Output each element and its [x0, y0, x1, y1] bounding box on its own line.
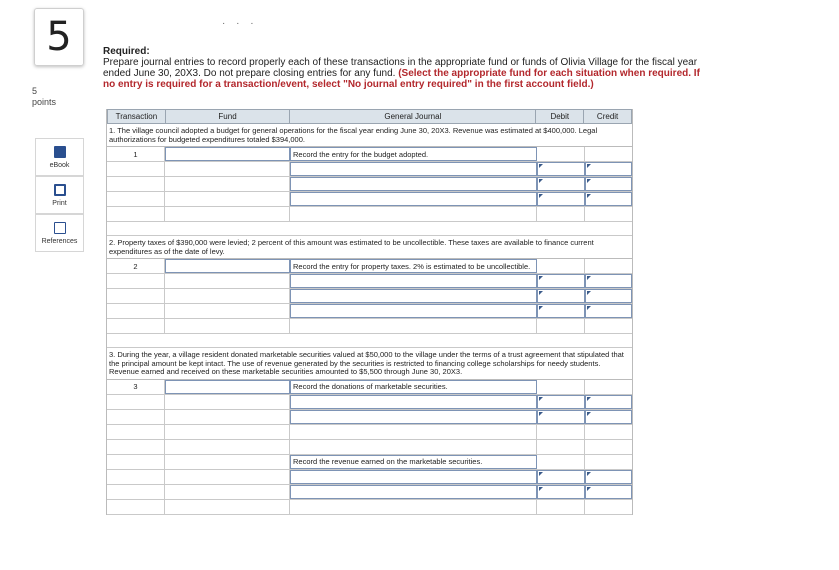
- row-spacer: [107, 222, 632, 236]
- header-general-journal: General Journal: [290, 110, 536, 123]
- account-cell: [290, 319, 537, 333]
- fund-cell: [165, 425, 290, 439]
- ebook-button[interactable]: [35, 138, 84, 176]
- transaction-cell: [107, 485, 165, 499]
- references-button[interactable]: [35, 214, 84, 252]
- fund-cell: [165, 304, 290, 318]
- entry-instruction: Record the entry for the budget adopted.: [290, 147, 537, 161]
- credit-cell: [585, 440, 632, 454]
- transaction-cell: [107, 395, 165, 409]
- debit-input[interactable]: [537, 304, 585, 318]
- transaction-cell: [107, 162, 165, 176]
- debit-input[interactable]: [537, 395, 585, 409]
- table-row: [107, 395, 632, 410]
- fund-cell: [165, 274, 290, 288]
- credit-cell: [585, 259, 632, 273]
- debit-cell: [537, 425, 585, 439]
- references-label: References: [41, 237, 78, 245]
- fund-cell: [165, 207, 290, 221]
- transaction-cell: [107, 289, 165, 303]
- account-select[interactable]: [290, 470, 537, 484]
- fund-select[interactable]: [165, 259, 290, 273]
- table-row: [107, 380, 632, 395]
- fund-cell: [165, 500, 290, 514]
- fund-cell: [165, 162, 290, 176]
- account-select[interactable]: [290, 304, 537, 318]
- fund-cell: [165, 319, 290, 333]
- fund-cell: [165, 395, 290, 409]
- credit-cell: [585, 147, 632, 161]
- entry-instruction: Record the donations of marketable securities.: [290, 380, 537, 394]
- transaction-cell: [107, 470, 165, 484]
- transaction-cell: [107, 455, 165, 469]
- table-row: [107, 192, 632, 207]
- row-spacer: [107, 334, 632, 348]
- credit-input[interactable]: [585, 289, 632, 303]
- transaction-cell: [107, 207, 165, 221]
- credit-cell: [585, 380, 632, 394]
- credit-input[interactable]: [585, 274, 632, 288]
- ebook-label: eBook: [49, 161, 70, 169]
- fund-cell: [165, 470, 290, 484]
- transaction-cell: [107, 177, 165, 191]
- table-row: [107, 440, 632, 455]
- account-cell: [290, 500, 537, 514]
- header-credit: Credit: [596, 112, 619, 121]
- debit-cell: [537, 319, 585, 333]
- transaction-cell: [107, 500, 165, 514]
- debit-cell: [537, 440, 585, 454]
- table-row: [107, 500, 632, 515]
- account-select[interactable]: [290, 274, 537, 288]
- transaction-cell: [107, 274, 165, 288]
- credit-input[interactable]: [585, 395, 632, 409]
- table-row: [107, 274, 632, 289]
- account-select[interactable]: [290, 395, 537, 409]
- transaction-3-description: 3. During the year, a village resident donated marketable securities valued at $50,000 to the village under the terms of a trust agreement that stipulated that the principal amount be kept intact. The use of revenue generated by the securities is restricted to financing college scholarships for needy students. Revenue earned and received on these marketable securities amounted to $5,500 through June 30, 20X3.: [107, 348, 632, 380]
- debit-input[interactable]: [537, 192, 585, 206]
- table-row: [107, 207, 632, 222]
- table-row: [107, 455, 632, 470]
- transaction-1-description: 1. The village council adopted a budget for general operations for the fiscal year ending June 30, 20X3. Revenue was estimated at $400,000. Legal authorizations for budgeted expenditures totaled $394,000.: [107, 124, 632, 147]
- account-select[interactable]: [290, 192, 537, 206]
- fund-cell: [165, 289, 290, 303]
- debit-cell: [537, 455, 585, 469]
- transaction-cell: [107, 304, 165, 318]
- transaction-number: 3: [107, 380, 165, 394]
- fund-cell: [165, 485, 290, 499]
- debit-input[interactable]: [537, 410, 585, 424]
- printer-icon: [54, 184, 66, 196]
- header-transaction: Transaction: [108, 110, 166, 123]
- transaction-cell: [107, 440, 165, 454]
- transaction-cell: [107, 192, 165, 206]
- debit-input[interactable]: [537, 485, 585, 499]
- credit-input[interactable]: [585, 485, 632, 499]
- required-text: Prepare journal entries to record properly each of these transactions in the appropriate fund or funds of Olivia Village for the fiscal year ended June 30, 20X3. Do not prepare closing entries for any fund.: [103, 57, 698, 79]
- credit-input[interactable]: [585, 177, 632, 191]
- credit-input[interactable]: [585, 304, 632, 318]
- debit-cell: [537, 500, 585, 514]
- table-row: [107, 319, 632, 334]
- credit-input[interactable]: [585, 410, 632, 424]
- debit-cell: [537, 147, 585, 161]
- debit-cell: [537, 380, 585, 394]
- debit-input[interactable]: [537, 274, 585, 288]
- fund-select[interactable]: [165, 147, 290, 161]
- table-row: [107, 147, 632, 162]
- table-row: [107, 259, 632, 274]
- account-cell: [290, 207, 537, 221]
- table-header: [107, 109, 632, 124]
- entry-instruction: Record the revenue earned on the marketable securities.: [290, 455, 537, 469]
- fund-select[interactable]: [165, 380, 290, 394]
- table-row: [107, 177, 632, 192]
- print-label: Print: [52, 199, 67, 207]
- account-select[interactable]: [290, 177, 537, 191]
- account-cell: [290, 425, 537, 439]
- header-debit: Debit: [536, 110, 584, 123]
- fund-cell: [165, 192, 290, 206]
- fund-cell: [165, 177, 290, 191]
- points-value: 5: [32, 86, 38, 96]
- debit-input[interactable]: [537, 289, 585, 303]
- fund-cell: [165, 455, 290, 469]
- credit-cell: [585, 425, 632, 439]
- credit-cell: [585, 455, 632, 469]
- instructions: [103, 46, 713, 90]
- transaction-cell: [107, 410, 165, 424]
- journal-table: [106, 109, 633, 515]
- table-row: [107, 470, 632, 485]
- book-icon: [54, 146, 66, 158]
- transaction-cell: [107, 319, 165, 333]
- table-row: [107, 162, 632, 177]
- header-fund: Fund: [166, 110, 291, 123]
- debit-input[interactable]: [537, 177, 585, 191]
- credit-input[interactable]: [585, 470, 632, 484]
- points-label: points: [32, 97, 57, 107]
- required-title: Required:: [103, 46, 150, 57]
- table-row: [107, 410, 632, 425]
- account-select[interactable]: [290, 289, 537, 303]
- transaction-cell: [107, 425, 165, 439]
- required-note: (Select the appropriate fund for each situation when required. If no entry is required for a transaction/event, select "No journal entry required" in the first account field.): [103, 68, 700, 90]
- debit-input[interactable]: [537, 470, 585, 484]
- document-icon: [54, 222, 66, 234]
- transaction-number: 2: [107, 259, 165, 273]
- question-number: 5: [34, 8, 84, 66]
- fund-cell: [165, 440, 290, 454]
- table-row: [107, 304, 632, 319]
- credit-cell: [585, 207, 632, 221]
- transaction-2-description: 2. Property taxes of $390,000 were levied; 2 percent of this amount was estimated to be uncollectible. These taxes are available to finance current expenditures as of the date of levy.: [107, 236, 632, 259]
- account-cell: [290, 440, 537, 454]
- table-row: [107, 485, 632, 500]
- account-select[interactable]: [290, 410, 537, 424]
- credit-cell: [585, 319, 632, 333]
- table-row: [107, 289, 632, 304]
- credit-input[interactable]: [585, 162, 632, 176]
- credit-input[interactable]: [585, 192, 632, 206]
- entry-instruction: Record the entry for property taxes. 2% is estimated to be uncollectible.: [290, 259, 537, 273]
- fund-cell: [165, 410, 290, 424]
- loading-dots: · · ·: [222, 18, 258, 29]
- points-info: [32, 86, 56, 108]
- transaction-number: 1: [107, 147, 165, 161]
- table-row: [107, 425, 632, 440]
- debit-input[interactable]: [537, 162, 585, 176]
- credit-cell: [585, 500, 632, 514]
- account-select[interactable]: [290, 485, 537, 499]
- account-select[interactable]: [290, 162, 537, 176]
- debit-cell: [537, 259, 585, 273]
- debit-cell: [537, 207, 585, 221]
- print-button[interactable]: [35, 176, 84, 214]
